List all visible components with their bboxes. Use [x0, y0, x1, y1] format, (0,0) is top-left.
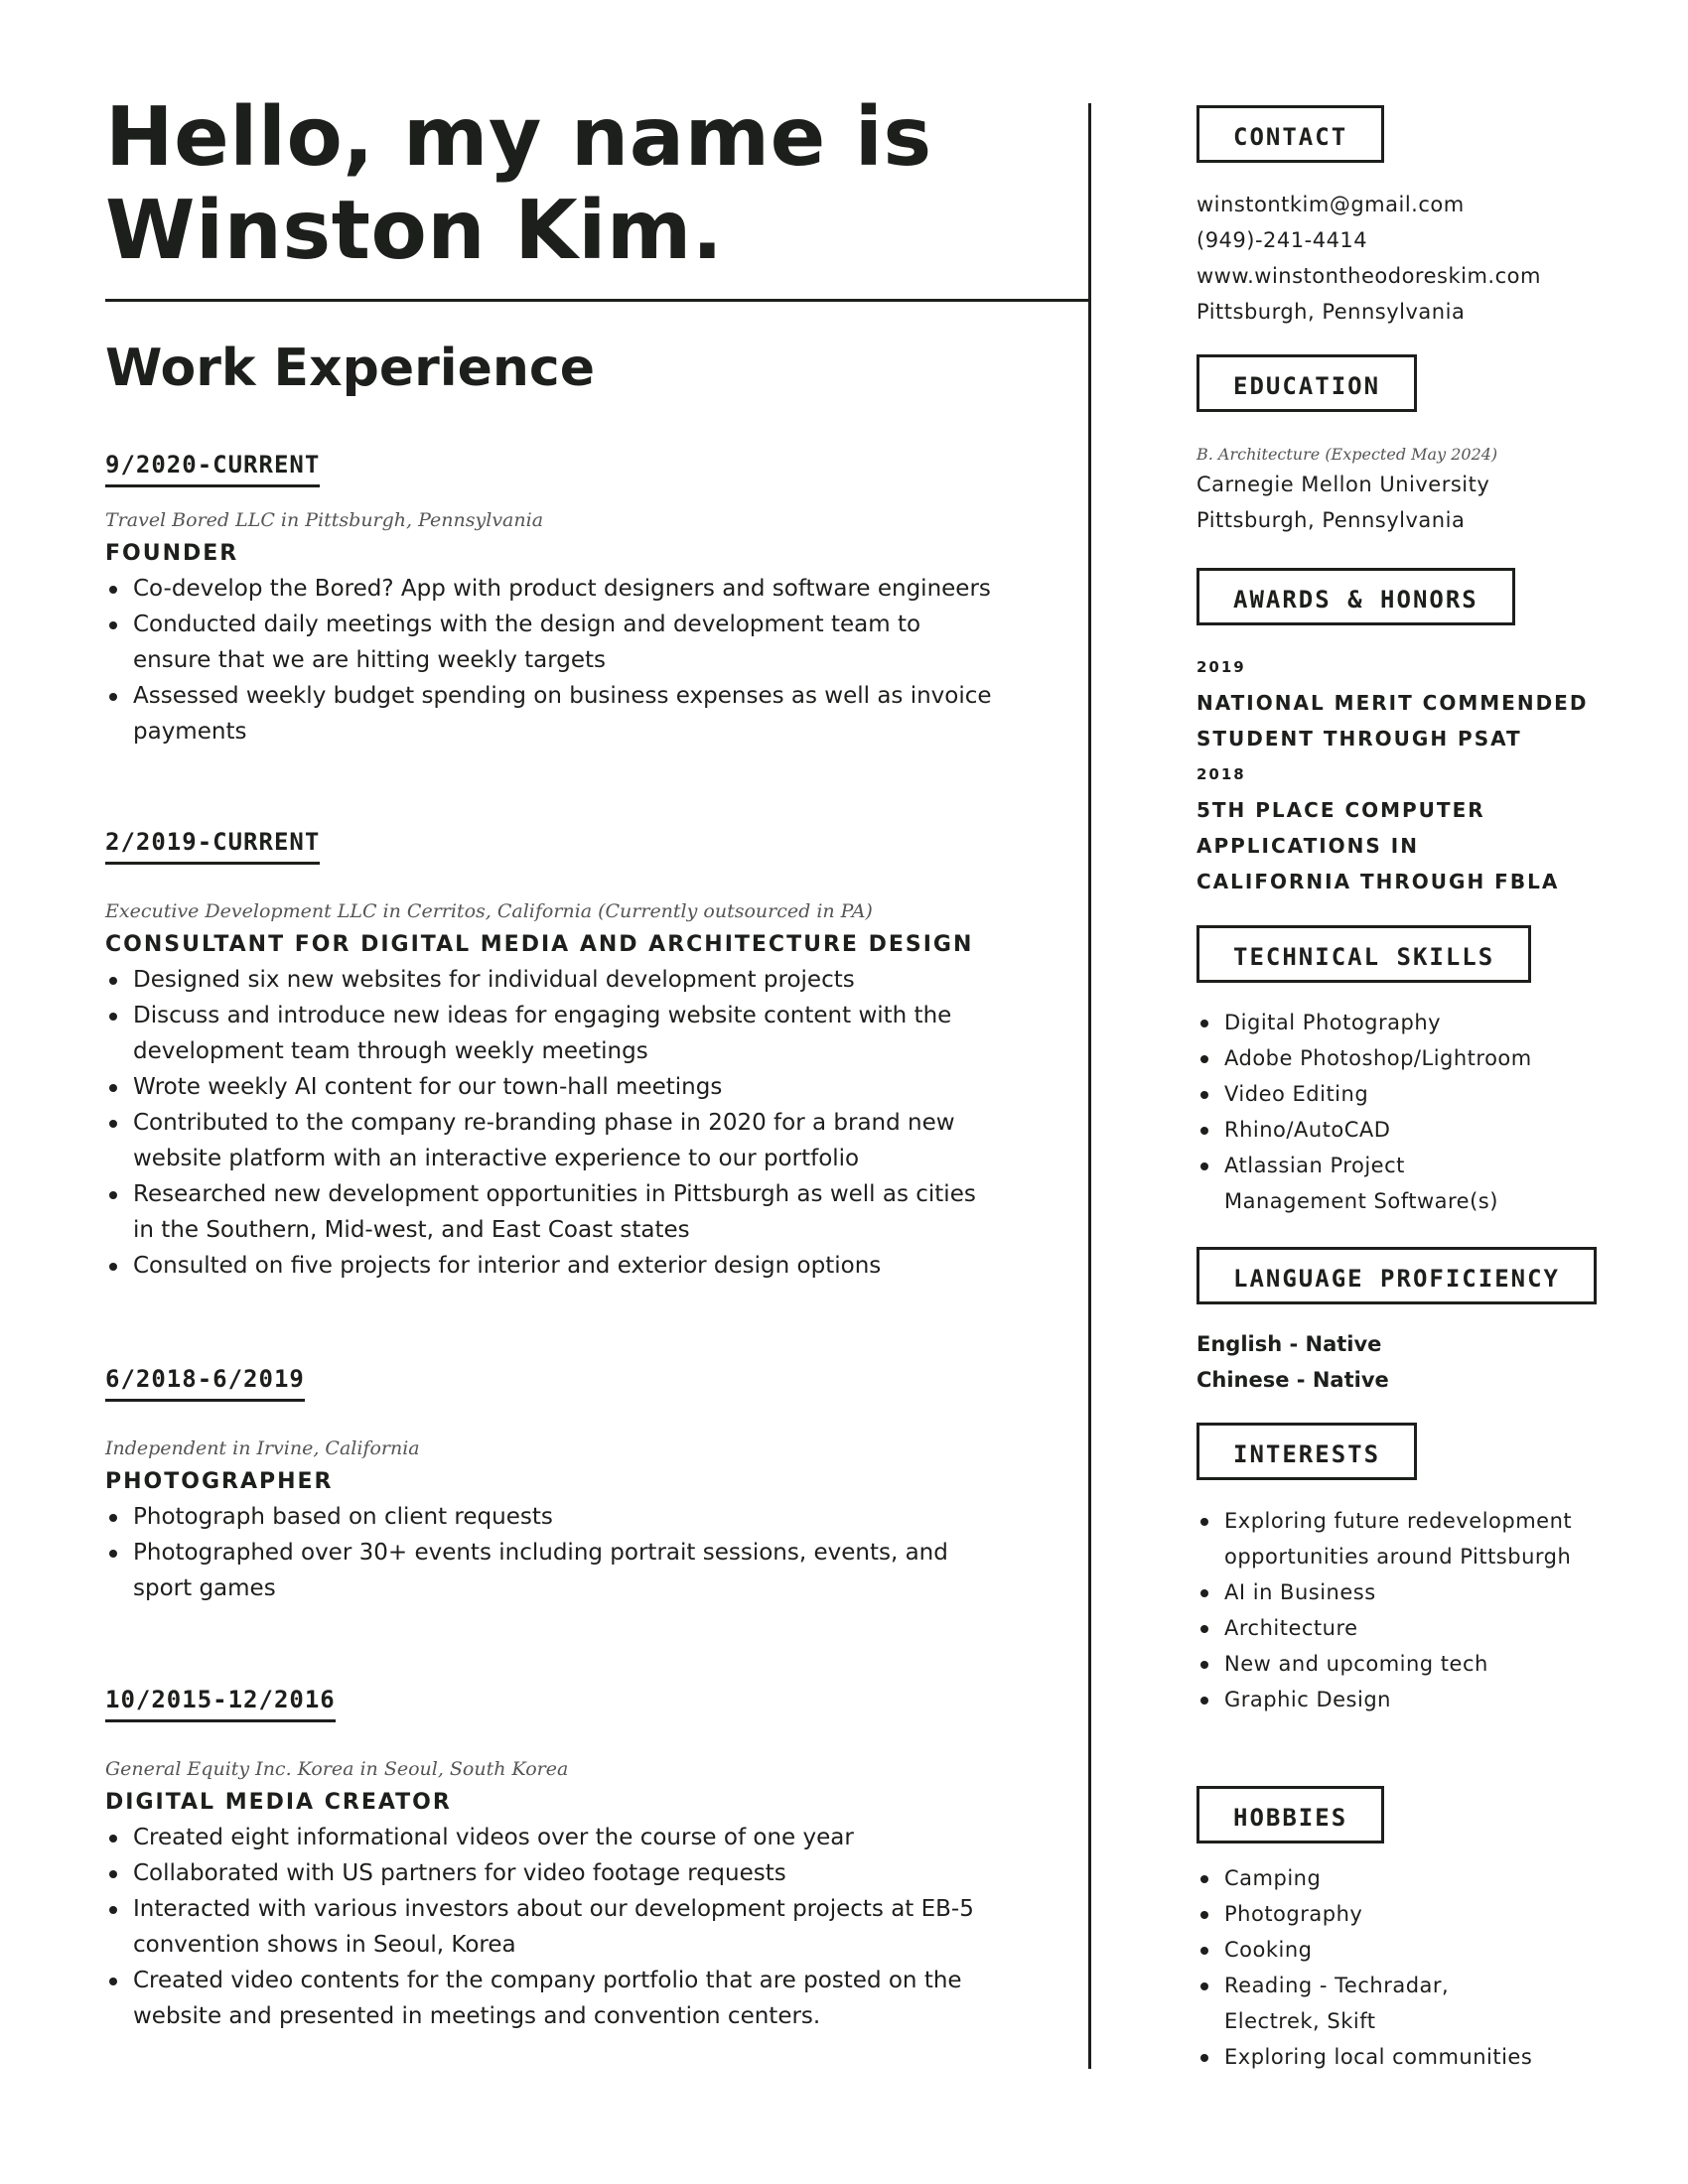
list-item: Co-develop the Bored? App with product designers and software engineers — [105, 571, 999, 607]
interests-list — [1196, 1503, 1614, 1717]
award-name: NATIONAL MERIT COMMENDED — [1196, 691, 1589, 715]
list-item: Photographed over 30+ events including portrait sessions, events, and sport games — [105, 1535, 999, 1606]
job-entry — [105, 451, 999, 750]
language-item: Chinese - Native — [1196, 1368, 1389, 1392]
list-item: Assessed weekly budget spending on business expenses as well as invoice payments — [105, 678, 999, 750]
list-item: Exploring future redevelopment opportunities around Pittsburgh — [1196, 1503, 1612, 1574]
list-item: Adobe Photoshop/Lightroom — [1196, 1040, 1614, 1076]
contact-email[interactable]: winstontkim@gmail.com — [1196, 193, 1465, 216]
language-heading: LANGUAGE PROFICIENCY — [1196, 1247, 1597, 1304]
job-date: 9/2020-CURRENT — [105, 451, 320, 487]
award-year: 2019 — [1196, 658, 1246, 676]
job-date: 6/2018-6/2019 — [105, 1365, 305, 1402]
contact-phone[interactable]: (949)-241-4414 — [1196, 228, 1368, 252]
list-item: Wrote weekly AI content for our town-hall meetings — [105, 1069, 999, 1105]
job-bullets — [105, 962, 999, 1284]
awards-heading: AWARDS & HONORS — [1196, 568, 1515, 625]
job-company: General Equity Inc. Korea in Seoul, South Korea — [105, 1758, 569, 1780]
job-bullets — [105, 1499, 999, 1606]
list-item: Architecture — [1196, 1610, 1614, 1646]
education-heading: EDUCATION — [1196, 354, 1417, 412]
contact-section — [1196, 187, 1614, 330]
interests-section — [1196, 1503, 1614, 1717]
list-item: Created video contents for the company portfolio that are posted on the website and presented in meetings and convention centers. — [105, 1963, 999, 2034]
title-line-2: Winston Kim. — [105, 184, 724, 278]
job-bullets — [105, 1820, 999, 2034]
education-location: Pittsburgh, Pennsylvania — [1196, 508, 1466, 532]
job-role: CONSULTANT FOR DIGITAL MEDIA AND ARCHITECTURE DESIGN — [105, 932, 974, 957]
work-experience-heading: Work Experience — [105, 339, 595, 398]
list-item: Conducted daily meetings with the design and development team to ensure that we are hitting weekly targets — [105, 607, 999, 678]
language-section — [1196, 1326, 1614, 1398]
hobbies-heading: HOBBIES — [1196, 1786, 1384, 1843]
award-name: STUDENT THROUGH PSAT — [1196, 727, 1522, 751]
education-section — [1196, 443, 1614, 538]
job-entry — [105, 1365, 999, 1606]
title-line-1: Hello, my name is — [105, 90, 932, 185]
list-item: New and upcoming tech — [1196, 1646, 1614, 1682]
list-item: Designed six new websites for individual development projects — [105, 962, 999, 998]
column-divider — [1088, 103, 1091, 2069]
interests-heading: INTERESTS — [1196, 1423, 1417, 1480]
awards-section — [1196, 649, 1614, 899]
award-name: 5TH PLACE COMPUTER — [1196, 798, 1485, 822]
award-name: CALIFORNIA THROUGH FBLA — [1196, 870, 1560, 893]
job-company: Travel Bored LLC in Pittsburgh, Pennsylvania — [105, 509, 544, 531]
list-item: Contributed to the company re-branding phase in 2020 for a brand new website platform with an interactive experience to our portfolio — [105, 1105, 999, 1176]
skills-list — [1196, 1005, 1614, 1219]
list-item: Consulted on five projects for interior and exterior design options — [105, 1248, 999, 1284]
job-role: PHOTOGRAPHER — [105, 1469, 334, 1494]
award-name: APPLICATIONS IN — [1196, 834, 1419, 858]
list-item: Interacted with various investors about our development projects at EB-5 convention shows in Seoul, Korea — [105, 1891, 999, 1963]
list-item: Video Editing — [1196, 1076, 1614, 1112]
education-school: Carnegie Mellon University — [1196, 473, 1490, 496]
job-role: DIGITAL MEDIA CREATOR — [105, 1790, 452, 1815]
list-item: Cooking — [1196, 1932, 1614, 1968]
list-item: Exploring local communities — [1196, 2039, 1614, 2075]
language-item: English - Native — [1196, 1332, 1382, 1356]
contact-website[interactable]: www.winstontheodoreskim.com — [1196, 264, 1541, 288]
job-bullets — [105, 571, 999, 750]
skills-heading: TECHNICAL SKILLS — [1196, 925, 1531, 983]
job-date: 2/2019-CURRENT — [105, 828, 320, 865]
list-item: Photography — [1196, 1896, 1614, 1932]
header-divider — [105, 299, 1090, 302]
contact-location: Pittsburgh, Pennsylvania — [1196, 300, 1466, 324]
list-item: Discuss and introduce new ideas for engaging website content with the development team through weekly meetings — [105, 998, 999, 1069]
hobbies-section — [1196, 1860, 1614, 2075]
list-item: Digital Photography — [1196, 1005, 1614, 1040]
job-company: Independent in Irvine, California — [105, 1437, 420, 1459]
hobbies-list — [1196, 1860, 1614, 2075]
job-entry — [105, 1686, 999, 2034]
job-date: 10/2015-12/2016 — [105, 1686, 336, 1722]
job-role: FOUNDER — [105, 541, 239, 566]
list-item: Researched new development opportunities in Pittsburgh as well as cities in the Southern, Mid-west, and East Coast states — [105, 1176, 999, 1248]
list-item: Atlassian Project Management Software(s) — [1196, 1148, 1552, 1219]
list-item: Photograph based on client requests — [105, 1499, 999, 1535]
list-item: Rhino/AutoCAD — [1196, 1112, 1614, 1148]
education-degree: B. Architecture (Expected May 2024) — [1196, 445, 1498, 464]
list-item: Reading - Techradar, Electrek, Skift — [1196, 1968, 1512, 2039]
job-entry — [105, 828, 999, 1284]
list-item: Graphic Design — [1196, 1682, 1614, 1717]
page-title — [105, 91, 1058, 278]
award-year: 2018 — [1196, 765, 1246, 783]
skills-section — [1196, 1005, 1614, 1219]
list-item: AI in Business — [1196, 1574, 1614, 1610]
list-item: Created eight informational videos over the course of one year — [105, 1820, 999, 1855]
list-item: Camping — [1196, 1860, 1614, 1896]
list-item: Collaborated with US partners for video footage requests — [105, 1855, 999, 1891]
contact-heading: CONTACT — [1196, 105, 1384, 163]
job-company: Executive Development LLC in Cerritos, California (Currently outsourced in PA) — [105, 900, 873, 922]
